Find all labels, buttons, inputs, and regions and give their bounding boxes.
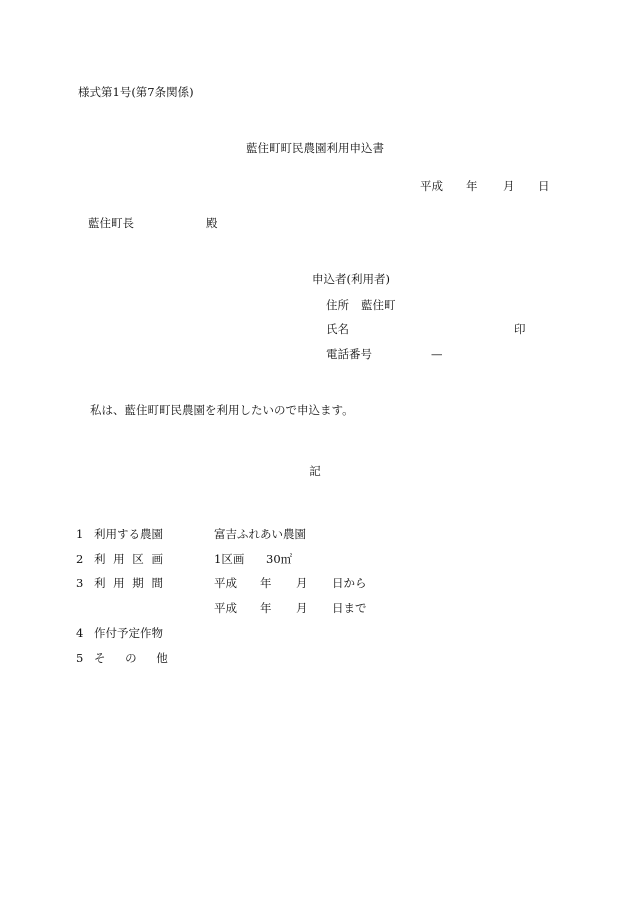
period-to-day: 日まで [332,601,367,615]
period-to-month: 月 [296,601,308,615]
statement: 私は、藍住町町民農園を利用したいので申込ます。 [90,403,354,417]
phone-dash: — [431,347,443,361]
date-day: 日 [538,179,550,193]
addressee-honorific: 殿 [206,216,218,230]
phone-label: 電話番号 [326,347,372,361]
period-from-day: 日から [332,576,367,590]
address-value: 藍住町 [361,298,396,312]
seal-mark: 印 [514,322,526,336]
date-year: 年 [466,179,478,193]
period-to-year: 年 [260,601,272,615]
item-number: 4 [76,626,84,640]
item-value: 富吉ふれあい農園 [214,527,306,541]
name-label: 氏名 [326,322,349,336]
form-number: 様式第1号(第7条関係) [78,85,194,99]
period-from-year: 年 [260,576,272,590]
item-number: 3 [76,576,84,590]
item-label: そ の 他 [94,651,168,665]
applicant-heading: 申込者(利用者) [312,272,390,286]
item-label: 作付予定作物 [94,626,163,640]
address-label: 住所 [326,298,349,312]
item-number: 1 [76,527,84,541]
document-title: 藍住町町民農園利用申込書 [246,141,384,155]
period-from-era: 平成 [214,576,237,590]
date-era: 平成 [420,179,443,193]
item-label: 利 用 期 間 [94,576,163,590]
ki-heading: 記 [309,464,321,478]
item-label: 利 用 区 画 [94,552,163,566]
period-to-era: 平成 [214,601,237,615]
item-area: 30㎡ [266,552,293,566]
item-label: 利用する農園 [94,527,163,541]
item-number: 5 [76,651,84,665]
addressee-name: 藍住町長 [88,216,134,230]
date-month: 月 [503,179,515,193]
item-number: 2 [76,552,84,566]
period-from-month: 月 [296,576,308,590]
item-value: 1区画 [214,552,245,566]
